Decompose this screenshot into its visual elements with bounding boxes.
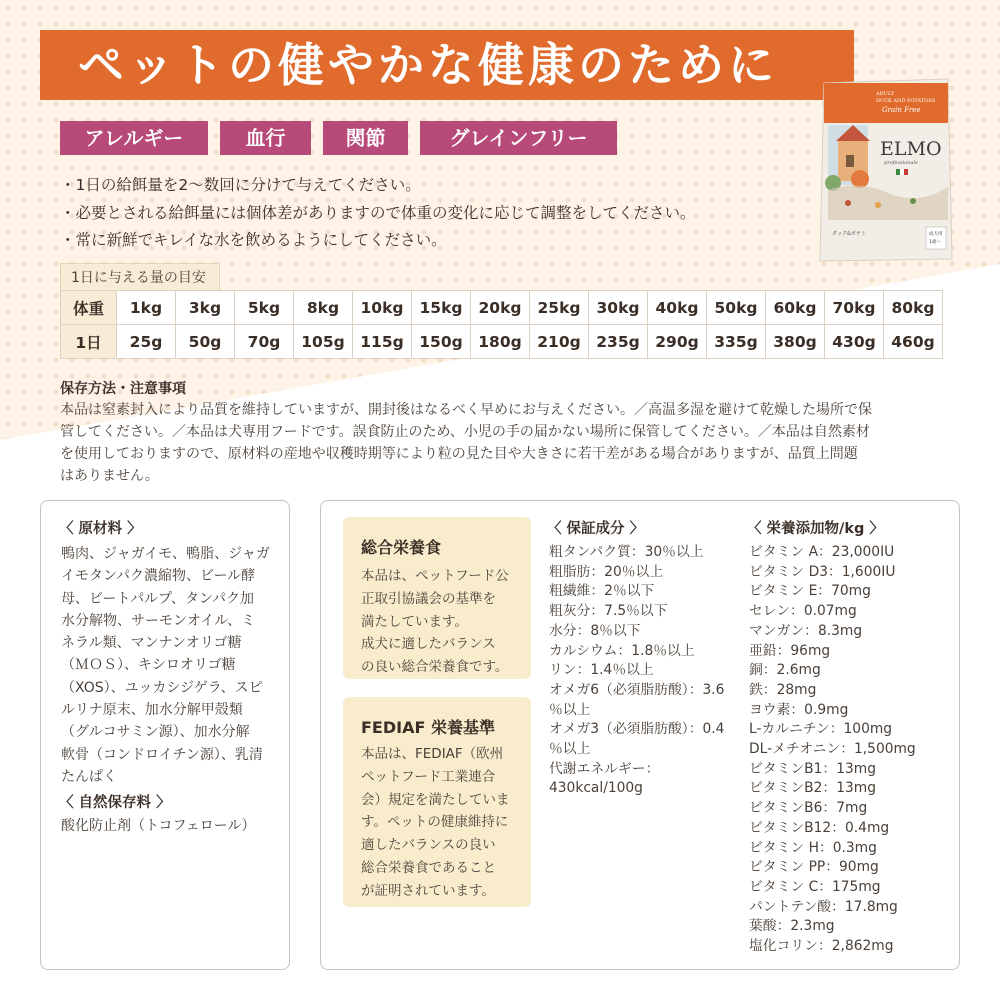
analysis-item: オメガ3（必須脂肪酸）：0.4 bbox=[549, 721, 725, 738]
preservative-title: 〈 自然保存料 〉 bbox=[59, 795, 171, 811]
card-line: の良い総合栄養食です。 bbox=[361, 659, 509, 676]
amount-row bbox=[61, 325, 943, 359]
ingredients-line: ルリナ原末、加水分解甲殻類 bbox=[61, 702, 243, 719]
ingredients-box bbox=[40, 500, 290, 970]
weight-cell: 25kg bbox=[530, 291, 589, 325]
package-product: ダック&ポテト bbox=[832, 231, 866, 237]
amount-cell: 70g bbox=[235, 325, 294, 359]
ingredients-line: 軟骨（コンドロイチン源）、乳清 bbox=[61, 746, 263, 763]
weight-row bbox=[61, 291, 943, 325]
ingredients-line: たんぱく bbox=[61, 768, 117, 785]
weight-cell: 20kg bbox=[471, 291, 530, 325]
weight-cell: 60kg bbox=[766, 291, 825, 325]
analysis-item: 粗灰分：7.5％以下 bbox=[549, 603, 668, 620]
ingredients-line: 母、ビートパルプ、タンパク加 bbox=[61, 590, 255, 607]
amount-cell: 290g bbox=[648, 325, 707, 359]
weight-cell: 40kg bbox=[648, 291, 707, 325]
analysis-item: オメガ6（必須脂肪酸）：3.6 bbox=[549, 681, 725, 698]
additive-item: ビタミン E：70mg bbox=[749, 583, 871, 600]
tag-circulation: 血行 bbox=[220, 121, 311, 155]
additive-item: ビタミンB2：13mg bbox=[749, 780, 876, 797]
ingredients-title: 〈 原材料 〉 bbox=[59, 521, 142, 537]
weight-cell: 80kg bbox=[884, 291, 943, 325]
feeding-note: ・常に新鮮でキレイな水を飲めるようにしてください。 bbox=[60, 231, 447, 249]
amount-cell: 50g bbox=[176, 325, 235, 359]
card-body bbox=[361, 565, 509, 679]
card-line: ペットフード工業連合 bbox=[361, 768, 496, 785]
additive-item: 塩化コリン：2,862mg bbox=[749, 938, 894, 955]
additive-item: ビタミン PP：90mg bbox=[749, 859, 879, 876]
ingredients-line: （XOS）、ユッカシジゲラ、スピ bbox=[61, 679, 263, 696]
additive-item: ヨウ素：0.9mg bbox=[749, 701, 849, 718]
nutrition-box bbox=[320, 500, 960, 970]
ration-table-label: 1日に与える量の目安 bbox=[60, 263, 220, 291]
analysis-item: 水分：8％以下 bbox=[549, 622, 641, 639]
tag-grain-free: グレインフリー bbox=[420, 121, 617, 155]
ration-table bbox=[60, 290, 943, 359]
analysis-item: 粗繊維：2％以下 bbox=[549, 583, 655, 600]
ingredients-line: ネラル類、マンナンオリゴ糖 bbox=[61, 635, 242, 652]
tag-joints: 関節 bbox=[323, 121, 408, 155]
weight-cell: 8kg bbox=[294, 291, 353, 325]
package-subbrand: professionale bbox=[884, 160, 918, 166]
additives-list bbox=[749, 543, 949, 957]
amount-cell: 25g bbox=[117, 325, 176, 359]
analysis-item: ％以上 bbox=[549, 741, 591, 758]
analysis-list bbox=[549, 543, 739, 799]
fediaf-card bbox=[343, 697, 531, 907]
weight-cell: 3kg bbox=[176, 291, 235, 325]
additive-item: DL-メチオニン：1,500mg bbox=[749, 741, 916, 758]
additive-item: ビタミンB12：0.4mg bbox=[749, 819, 890, 836]
storage-title: 保存方法・注意事項 bbox=[60, 381, 186, 397]
amount-cell: 105g bbox=[294, 325, 353, 359]
amount-cell: 150g bbox=[412, 325, 471, 359]
hero-title: ペットの健やかな健康のために bbox=[78, 38, 778, 92]
ingredients-line: 水分解物、サーモンオイル、ミ bbox=[61, 612, 256, 629]
weight-cell: 70kg bbox=[825, 291, 884, 325]
additive-item: パントテン酸：17.8mg bbox=[749, 898, 898, 915]
amount-cell: 210g bbox=[530, 325, 589, 359]
package-line1: ADULT bbox=[876, 91, 895, 97]
feeding-note: ・1日の給餌量を2〜数回に分けて与えてください。 bbox=[60, 176, 421, 194]
ingredients-line: （ＭＯＳ）、キシロオリゴ糖 bbox=[61, 657, 236, 674]
benefit-tags bbox=[60, 121, 617, 155]
ingredients-line: イモタンパク濃縮物、ビール酵 bbox=[61, 568, 256, 585]
additive-item: 葉酸：2.3mg bbox=[749, 918, 835, 935]
package-brand: ELMO bbox=[880, 138, 942, 160]
weight-cell: 50kg bbox=[707, 291, 766, 325]
additives-title: 〈 栄養添加物/kg 〉 bbox=[747, 521, 884, 537]
additive-item: ビタミン C：175mg bbox=[749, 878, 881, 895]
card-title: FEDIAF 栄養基準 bbox=[361, 718, 495, 737]
hero-banner bbox=[40, 30, 854, 100]
card-line: 本品は、FEDIAF（欧州 bbox=[361, 746, 504, 762]
additive-item: 銅：2.6mg bbox=[749, 662, 821, 679]
tag-allergy: アレルギー bbox=[60, 121, 208, 155]
card-line: 適したバランスの良い bbox=[361, 837, 496, 854]
card-line: 総合栄養食であること bbox=[361, 859, 496, 876]
feeding-notes bbox=[60, 172, 696, 255]
package-age: 成犬用 bbox=[929, 232, 943, 237]
card-line: 会）規定を満たしていま bbox=[361, 791, 510, 808]
additive-item: マンガン：8.3mg bbox=[749, 622, 863, 639]
card-title: 総合栄養食 bbox=[361, 538, 442, 557]
analysis-item: 代謝エネルギー： bbox=[549, 760, 660, 777]
amount-cell: 430g bbox=[825, 325, 884, 359]
product-package-image bbox=[818, 75, 954, 265]
ingredients-line: 鴨肉、ジャガイモ、鴨脂、ジャガ bbox=[61, 546, 270, 562]
card-line: 満たしています。 bbox=[361, 613, 468, 630]
additive-item: L-カルニチン：100mg bbox=[749, 721, 893, 738]
analysis-item: リン：1.4％以上 bbox=[549, 662, 654, 679]
additive-item: ビタミンB6：7mg bbox=[749, 800, 868, 817]
additive-item: ビタミン A：23,000IU bbox=[749, 544, 895, 560]
additive-item: 鉄：28mg bbox=[749, 681, 817, 698]
card-line: 成犬に適したバランス bbox=[361, 636, 496, 653]
amount-cell: 335g bbox=[707, 325, 766, 359]
amount-cell: 235g bbox=[589, 325, 648, 359]
card-body bbox=[361, 743, 510, 903]
amount-cell: 380g bbox=[766, 325, 825, 359]
storage-line: はありません。 bbox=[60, 468, 159, 484]
storage-line: 管してください。／本品は犬専用フードです。誤食防止のため、小児の手の届かない場所に保管してください。／本品は自然素材 bbox=[60, 424, 870, 440]
weight-cell: 15kg bbox=[412, 291, 471, 325]
card-line: 正取引協議会の基準を bbox=[361, 590, 496, 607]
analysis-item: 粗脂肪：20％以上 bbox=[549, 563, 664, 580]
ingredients-line: （グルコサミン源）、加水分解 bbox=[61, 724, 250, 741]
amount-cell: 115g bbox=[353, 325, 412, 359]
package-line2: DUCK AND POTATOES bbox=[876, 98, 936, 104]
weight-cell: 1kg bbox=[117, 291, 176, 325]
additive-item: 亜鉛：96mg bbox=[749, 642, 831, 659]
storage-line: 本品は窒素封入により品質を維持していますが、開封後はなるべく早めにお与えください。／高温多湿を避けて乾燥した場所で保 bbox=[60, 402, 872, 418]
storage-text bbox=[60, 399, 945, 487]
amount-cell: 460g bbox=[884, 325, 943, 359]
storage-line: を使用しておりますので、原材料の産地や収穫時期等により粒の見た目や大きさに若干差がある場合がありますが、品質上問題 bbox=[60, 446, 858, 462]
weight-cell: 10kg bbox=[353, 291, 412, 325]
row-header-daily: 1日 bbox=[61, 325, 117, 359]
row-header-weight: 体重 bbox=[61, 291, 117, 325]
additive-item: ビタミン D3：1,600IU bbox=[749, 563, 896, 580]
package-weight: 1歳〜 bbox=[929, 240, 941, 245]
preservative-text: 酸化防止剤（トコフェロール） bbox=[61, 818, 256, 834]
analysis-title: 〈 保証成分 〉 bbox=[547, 521, 645, 537]
ingredients-text bbox=[61, 543, 286, 788]
card-line: 本品は、ペットフード公 bbox=[361, 568, 509, 584]
amount-cell: 180g bbox=[471, 325, 530, 359]
package-grain-free: Grain Free bbox=[882, 106, 921, 114]
weight-cell: 5kg bbox=[235, 291, 294, 325]
card-line: す。ペットの健康維持に bbox=[361, 814, 509, 831]
analysis-item: ％以上 bbox=[549, 701, 591, 718]
analysis-item: 粗タンパク質：30％以上 bbox=[549, 544, 704, 560]
feeding-note: ・必要とされる給餌量には個体差がありますので体重の変化に応じて調整をしてください。 bbox=[60, 203, 696, 222]
additive-item: ビタミンB1：13mg bbox=[749, 760, 876, 777]
analysis-item: 430kcal/100g bbox=[549, 780, 643, 797]
weight-cell: 30kg bbox=[589, 291, 648, 325]
additive-item: セレン：0.07mg bbox=[749, 603, 857, 620]
complete-nutrition-card bbox=[343, 517, 531, 679]
card-line: が証明されています。 bbox=[361, 882, 495, 899]
analysis-item: カルシウム：1.8％以上 bbox=[549, 642, 695, 659]
additive-item: ビタミン H：0.3mg bbox=[749, 839, 877, 856]
